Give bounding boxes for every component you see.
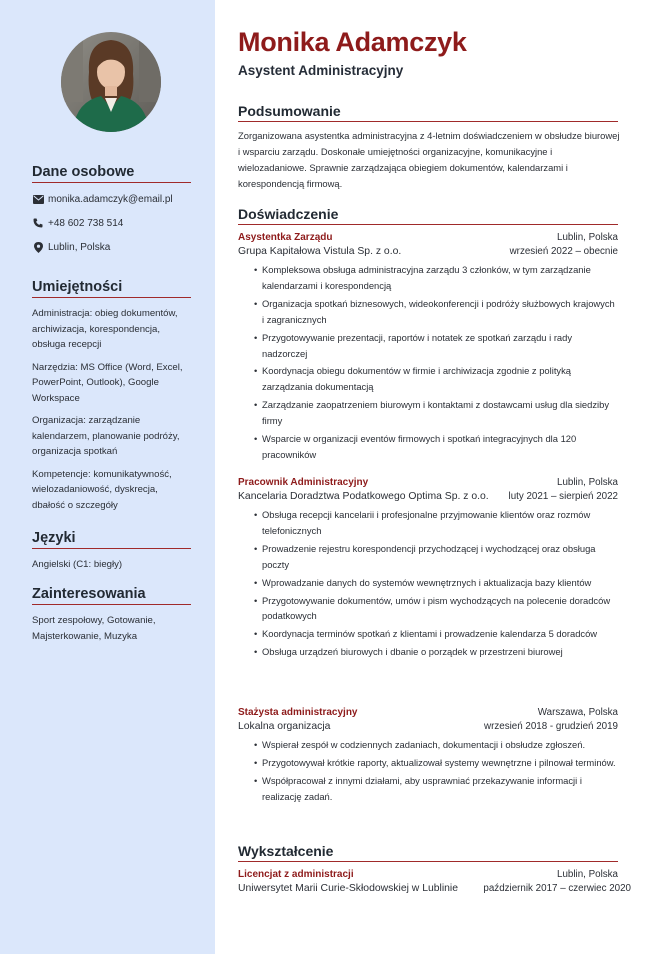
education-subheader: [238, 882, 631, 896]
education-degree: Licencjat z administracji: [238, 869, 354, 880]
location-row: [32, 241, 191, 253]
skills-section: [32, 279, 191, 520]
bullet-item: • Współpracował z innymi działami, aby usprawniać przekazywanie informacji i realizację zadań.: [254, 773, 618, 805]
bullet-item: • Organizacja spotkań biznesowych, wideokonferencji i podróży służbowych krajowych i zagranicznych: [254, 296, 618, 328]
phone-row: [32, 217, 191, 229]
phone-text: +48 602 738 514: [48, 217, 124, 229]
job-entry: [238, 706, 618, 807]
job-company: Grupa Kapitałowa Vistula Sp. z o.o.: [238, 246, 402, 257]
education-dates: październik 2017 – czerwiec 2020: [483, 883, 631, 894]
candidate-name: Monika Adamczyk: [238, 27, 467, 57]
job-subheader: [238, 720, 618, 734]
education-header: [238, 868, 618, 882]
profile-photo: [61, 32, 161, 132]
job-role: Pracownik Administracyjny: [238, 477, 369, 488]
location-pin-icon: [32, 241, 44, 253]
bullet-item: • Wspierał zespół w codziennych zadaniach, dokumentacji i obsłudze zgłoszeń.: [254, 737, 618, 753]
bullet-item: • Przygotowywanie prezentacji, raportów i notatek ze spotkań zarządu i rady nadzorczej: [254, 330, 618, 362]
job-header: [238, 706, 618, 720]
job-company: Kancelaria Doradztwa Podatkowego Optima Sp. z o.o.: [238, 491, 489, 502]
personal-section: [32, 164, 191, 265]
skill-item: Organizacja: zarządzanie kalendarzem, planowanie podróży, organizacja spotkań: [32, 415, 180, 457]
job-dates: wrzesień 2018 - grudzień 2019: [484, 721, 618, 732]
job-bullets: [238, 507, 618, 660]
languages-section: [32, 530, 191, 580]
phone-icon: [32, 217, 44, 229]
job-subheader: [238, 245, 618, 259]
language-item: Angielski (C1: biegły): [32, 559, 123, 570]
bullet-item: • Przygotowywanie dokumentów, umów i pism wychodzących na polecenie doradców podatkowych: [254, 593, 618, 625]
job-bullets: [238, 262, 618, 463]
bullet-item: • Wsparcie w organizacji eventów firmowych i spotkań integracyjnych dla 120 pracowników: [254, 431, 618, 463]
bullet-item: • Obsługa recepcji kancelarii i profesjonalne przyjmowanie klientów oraz rozmów telefonicznych: [254, 507, 618, 539]
job-entry: [238, 476, 618, 662]
skill-item: Administracja: obieg dokumentów, archiwizacja, korespondencja, obsługa recepcji: [32, 308, 178, 350]
job-header: [238, 476, 618, 490]
education-heading: Wykształcenie: [238, 843, 618, 862]
bullet-item: • Prowadzenie rejestru korespondencji przychodzącej i wychodzącej oraz obsługa poczty: [254, 541, 618, 573]
skill-item: Narzędzia: MS Office (Word, Excel, PowerPoint, Outlook), Google Workspace: [32, 361, 183, 404]
job-role: Stażysta administracyjny: [238, 707, 358, 718]
experience-heading: Doświadczenie: [238, 206, 618, 225]
sidebar: [0, 0, 215, 954]
job-bullets: [238, 737, 618, 805]
job-dates: wrzesień 2022 – obecnie: [509, 246, 618, 257]
interests-section: [32, 586, 191, 651]
job-company: Lokalna organizacja: [238, 721, 331, 732]
job-role: Asystentka Zarządu: [238, 232, 333, 243]
summary-heading: Podsumowanie: [238, 103, 618, 122]
location-text: Lublin, Polska: [48, 241, 111, 253]
education-entry: [238, 868, 631, 896]
bullet-item: • Wprowadzanie danych do systemów wewnętrznych i aktualizacja bazy klientów: [254, 575, 618, 591]
bullet-item: • Przygotowywał krótkie raporty, aktualizował systemy wewnętrzne i pilnował terminów.: [254, 755, 618, 771]
email-text: monika.adamczyk@email.pl: [48, 193, 173, 205]
bullet-item: • Obsługa urządzeń biurowych i dbanie o porządek w przestrzeni biurowej: [254, 644, 618, 660]
bullet-item: • Kompleksowa obsługa administracyjna zarządu 3 członków, w tym zarządzanie kalendarzami i korespondencją: [254, 262, 618, 294]
envelope-icon: [32, 193, 44, 205]
job-location: Warszawa, Polska: [537, 707, 618, 718]
email-row: [32, 193, 191, 205]
education-location: Lublin, Polska: [557, 869, 618, 880]
job-header: [238, 231, 618, 245]
job-dates: luty 2021 – sierpień 2022: [508, 491, 618, 502]
interests-text: Sport zespołowy, Gotowanie, Majsterkowanie, Muzyka: [32, 615, 156, 642]
bullet-item: • Koordynacja obiegu dokumentów w firmie i archiwizacja zgodnie z polityką zarządzania dokumentacją: [254, 363, 618, 395]
languages-heading: Języki: [32, 530, 191, 549]
bullet-item: • Koordynacja terminów spotkań z klientami i prowadzenie kalendarza 5 doradców: [254, 626, 618, 642]
skill-item: Kompetencje: komunikatywność, wielozadaniowość, dyskrecja, dbałość o szczegóły: [32, 468, 172, 511]
summary-text: Zorganizowana asystentka administracyjna z 4-letnim doświadczeniem w obsłudze biurowej i wsparciu zarządu. Doskonałe umiejętności organizacyjne, komunikacyjne i wielozadaniowe. Sprawnie zarządzająca obiegiem dokumentów, kalendarzami i korespondencją firmową.: [238, 130, 620, 189]
interests-heading: Zainteresowania: [32, 586, 191, 605]
job-location: Lublin, Polska: [557, 232, 618, 243]
personal-heading: Dane osobowe: [32, 164, 191, 183]
candidate-title: Asystent Administracyjny: [238, 63, 404, 78]
job-location: Lublin, Polska: [557, 477, 618, 488]
job-subheader: [238, 490, 618, 504]
education-school: Uniwersytet Marii Curie-Skłodowskiej w Lublinie: [238, 883, 459, 894]
job-entry: [238, 231, 618, 465]
skills-heading: Umiejętności: [32, 279, 191, 298]
bullet-item: • Zarządzanie zaopatrzeniem biurowym i kontaktami z dostawcami usług dla siedziby firmy: [254, 397, 618, 429]
